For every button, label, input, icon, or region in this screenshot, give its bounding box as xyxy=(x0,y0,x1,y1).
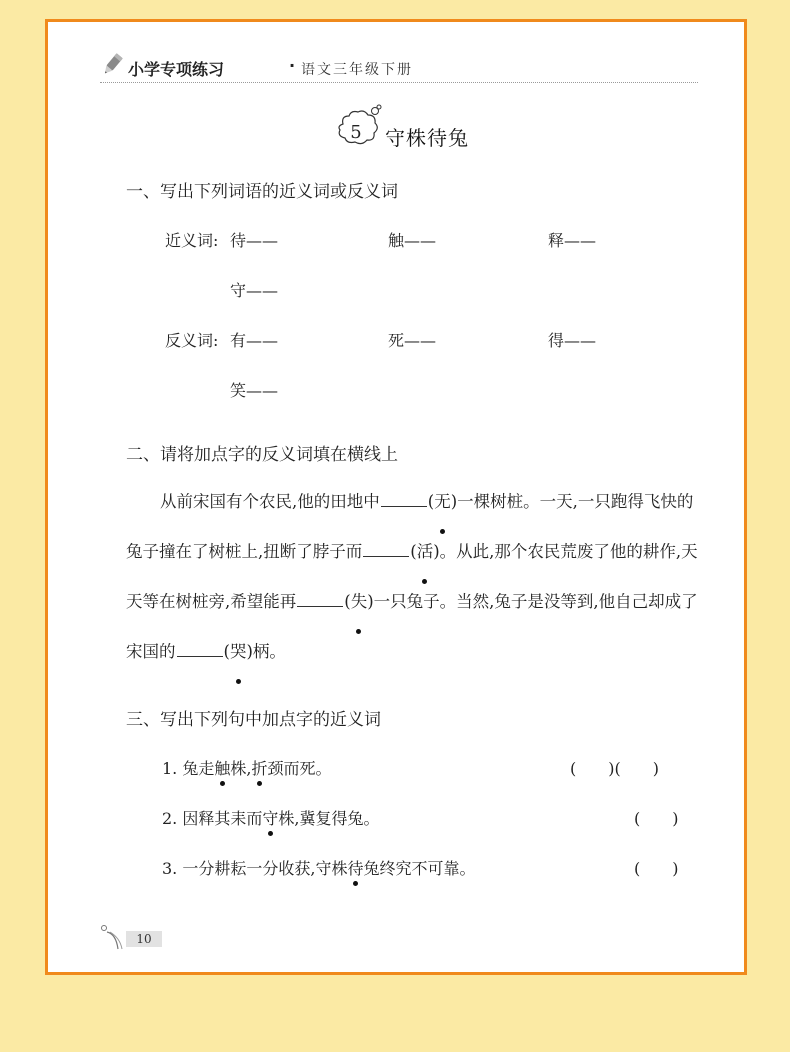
answer-slot[interactable]: ( ) xyxy=(634,809,679,828)
page-header xyxy=(100,52,698,83)
dotted-character: 守 xyxy=(262,806,278,829)
pencil-icon xyxy=(100,52,124,78)
antonym-item: 有—— xyxy=(230,331,279,350)
header-separator: · xyxy=(289,56,296,75)
section3-heading: 三、写出下列句中加点字的近义词 xyxy=(126,710,381,730)
synonym-item: 释—— xyxy=(548,231,597,250)
question-3 xyxy=(162,856,475,879)
answer-slot[interactable]: ( )( ) xyxy=(570,759,659,778)
text-run: ( xyxy=(427,492,435,511)
dotted-character: 活 xyxy=(417,527,434,577)
story-paragraph xyxy=(126,477,701,677)
section1-heading: 一、写出下列词语的近义词或反义词 xyxy=(126,182,398,202)
text-run: )。从此,那个农民荒废了他的耕作,天天等在树桩旁,希望能再 xyxy=(126,542,698,611)
text-run: )柄。 xyxy=(246,642,286,661)
header-subtitle: 语文三年级下册 xyxy=(301,62,413,78)
lesson-title: 守株待兔 xyxy=(385,126,469,150)
answer-blank[interactable] xyxy=(363,542,409,557)
text-run: 株, xyxy=(230,759,252,778)
text-run: 株,冀复得兔。 xyxy=(278,809,380,828)
antonym-item: 死—— xyxy=(388,331,437,350)
dotted-character: 失 xyxy=(351,577,368,627)
text-run: 从前宋国有个农民,他的田地中 xyxy=(160,492,380,511)
answer-blank[interactable] xyxy=(297,592,343,607)
question-number: 1. xyxy=(162,759,178,778)
series-title: 小学专项练习 xyxy=(128,60,225,79)
worksheet-page xyxy=(45,19,747,975)
section2-heading: 二、请将加点字的反义词填在横线上 xyxy=(126,445,398,465)
text-run: ( xyxy=(223,642,230,661)
text-run: ( xyxy=(410,542,417,561)
synonym-label: 近义词: xyxy=(165,231,219,250)
dotted-character: 哭 xyxy=(230,627,247,677)
text-run: ( xyxy=(344,592,351,611)
antonym-item: 笑—— xyxy=(230,381,279,400)
question-number: 3. xyxy=(162,859,178,878)
antonym-label: 反义词: xyxy=(165,331,219,350)
dotted-character: 待 xyxy=(347,856,363,879)
answer-slot[interactable]: ( ) xyxy=(634,859,679,878)
answer-blank[interactable] xyxy=(177,642,223,657)
question-1 xyxy=(162,756,332,779)
answer-blank[interactable] xyxy=(381,492,427,507)
synonym-item: 触—— xyxy=(388,231,437,250)
page-number: 10 xyxy=(126,931,162,947)
synonym-item: 守—— xyxy=(230,281,279,300)
text-run: 颈而死。 xyxy=(267,759,332,778)
dotted-character: 触 xyxy=(214,756,230,779)
page-footer xyxy=(100,924,220,954)
text-run: 兔终究不可靠。 xyxy=(363,859,476,878)
text-run: 因释其耒而 xyxy=(182,809,263,828)
lesson-title-block xyxy=(333,102,533,152)
lesson-number: 5 xyxy=(350,122,362,143)
dotted-character: 无 xyxy=(434,477,451,527)
text-run: 一分耕耘一分收获,守株 xyxy=(182,859,348,878)
antonym-item: 得—— xyxy=(548,331,597,350)
text-run: )一棵树桩。一天,一只跑得飞快的兔子撞在了树桩上,扭断了脖子而 xyxy=(126,492,694,561)
question-2 xyxy=(162,806,379,829)
dotted-character: 折 xyxy=(251,756,267,779)
text-run: )一只兔子。当然,兔子是没等到,他自己却成了宋国的 xyxy=(126,592,698,661)
swirl-icon xyxy=(100,924,126,952)
synonym-item: 待—— xyxy=(230,231,279,250)
text-run: 兔走 xyxy=(182,759,215,778)
question-number: 2. xyxy=(162,809,178,828)
